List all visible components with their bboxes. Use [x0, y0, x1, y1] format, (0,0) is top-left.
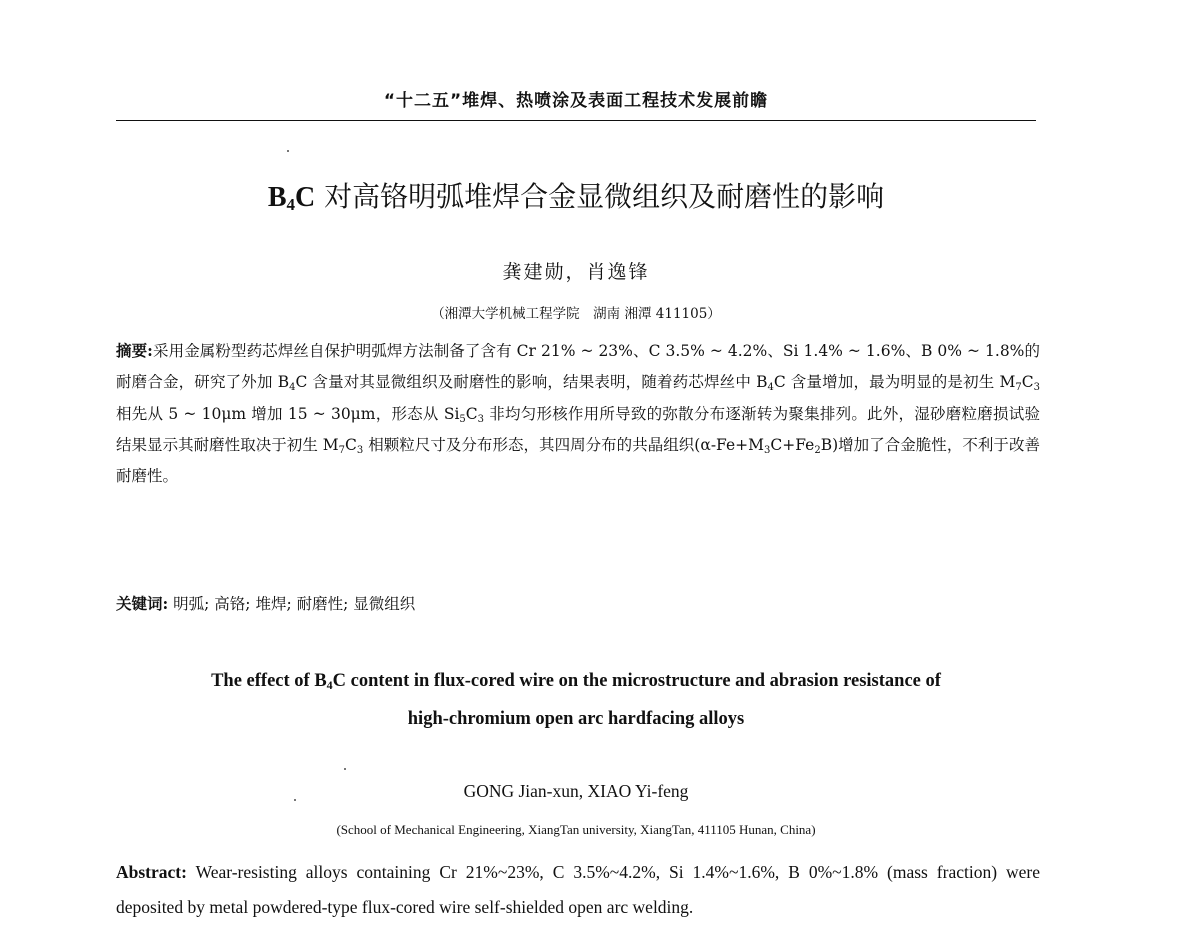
scan-speck — [344, 768, 346, 770]
title-text: 对高铬明弧堆焊合金显微组织及耐磨性的影响 — [315, 180, 885, 213]
header-rule — [116, 120, 1036, 121]
paper-title — [116, 175, 1036, 215]
paper-title-en-line2: high-chromium open arc hardfacing alloys — [407, 709, 745, 729]
authors-en: GONG Jian-xun, XIAO Yi-feng — [463, 781, 689, 801]
affiliation-en: (School of Mechanical Engineering, XiangTan university, XiangTan, 411105 Hunan, China) — [336, 822, 816, 837]
affiliation-cn: （湘潭大学机械工程学院 湖南 湘潭 411105） — [431, 306, 721, 322]
abstract-en — [116, 855, 1040, 925]
abstract-cn: 摘要:采用金属粉型药芯焊丝自保护明弧焊方法制备了含有 Cr 21% ~ 23%、C 3.5% ~ 4.2%、Si 1.4% ~ 1.6%、B 0% ~ 1.8%的耐磨合金，研究了外加 $B_4C$ 含量对其显微组织及耐磨性的影响，结果表明，随着药芯焊丝中 $B_4C$ 含量增加，最为明显的是初生 $M_7C_3$ 相先从 5 ~ 10μm 增加 15 ~ 30μm，形态从 $Si_5C_3$ 非均匀形核作用所导致的弥散分布逐渐转为聚集排列。此外，湿砂磨粒磨损试验结果显示其耐磨性取决于初生 $M_7C_3$ 相颗粒尺寸及分布形态，其四周分布的共晶组织$(\alpha-Fe+M_3C+Fe_2B)$增加了合金脆性，不利于改善耐磨性。 — [116, 341, 1040, 486]
abstract-en-label: Abstract: — [116, 862, 187, 882]
authors-cn: 龚建勋，肖逸锋 — [502, 261, 650, 283]
keywords-cn-text: 明弧; 高铬; 堆焊; 耐磨性; 显微组织 — [168, 595, 416, 613]
title-formula: $B_4C$ — [267, 182, 316, 214]
abstract-en-text: Wear-resisting alloys containing Cr 21%~23%, C 3.5%~4.2%, Si 1.4%~1.6%, B 0%~1.8% (mass fraction) were deposited by metal powdered-type flux-cored wire self-shielded open arc welding. — [116, 862, 1040, 917]
running-header: “十二五”堆焊、热喷涂及表面工程技术发展前瞻 — [383, 91, 769, 111]
keywords-cn-label: 关键词: — [116, 594, 169, 613]
paper-title-en: The effect of $B_4C$ content in flux-cored wire on the microstructure and abrasion resistance of high-chromium open arc hardfacing alloys — [211, 671, 941, 729]
abstract-cn-label: 摘要: — [116, 341, 153, 360]
keywords-cn — [116, 592, 1040, 614]
scan-speck — [287, 150, 289, 152]
